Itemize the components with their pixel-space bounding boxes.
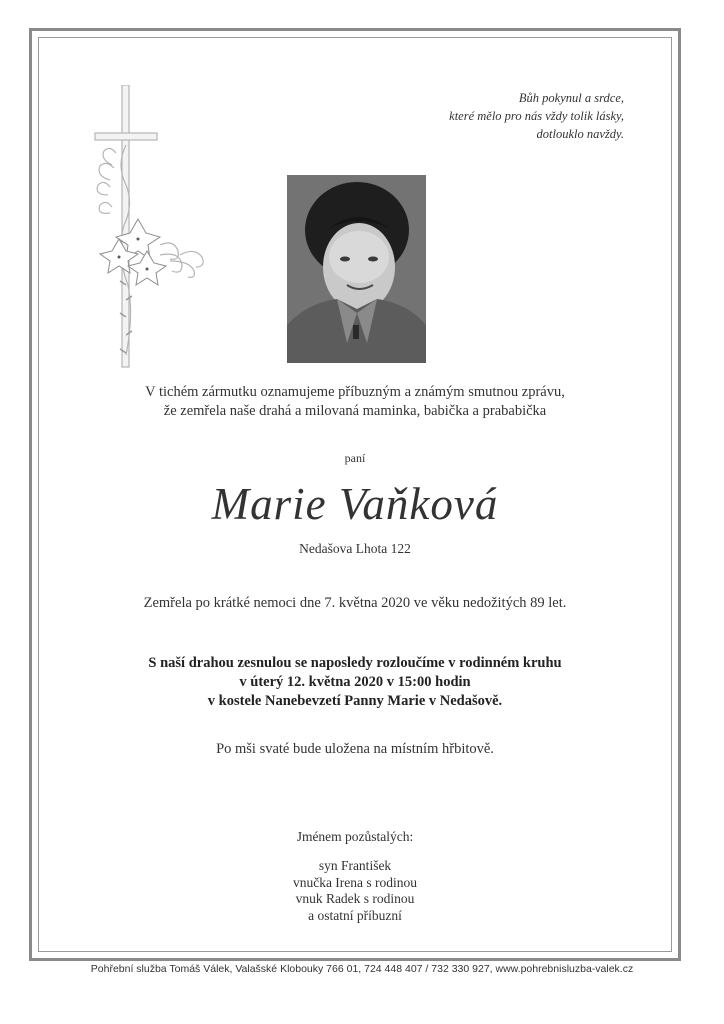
funeral-ceremony: [38, 654, 672, 711]
survivor-item: vnuk Radek s rodinou: [295, 891, 415, 906]
ceremony-line-1: S naší drahou zesnulou se naposledy rozloučíme v rodinném kruhu: [148, 655, 562, 671]
survivor-item: a ostatní příbuzní: [308, 907, 402, 923]
motto-line: dotlouklo navždy.: [536, 127, 624, 141]
title-word: paní: [344, 451, 366, 465]
address: Nedašova Lhota 122: [299, 541, 411, 556]
portrait-photo: [287, 175, 426, 363]
intro-line-2: že zemřela naše drahá a milovaná maminka, babička a prababička: [163, 403, 547, 419]
intro-line-1: V tichém zármutku oznamujeme příbuzným a známým smutnou zprávu,: [145, 384, 565, 400]
motto-line: Bůh pokynul a srdce,: [518, 91, 624, 105]
funeral-service-footer: Pohřební služba Tomáš Válek, Valašské Klobouky 766 01, 724 448 407 / 732 330 927, www.pohrebnisluzba-valek.cz: [90, 963, 634, 975]
deceased-name: Marie Vaňková: [211, 479, 499, 529]
survivor-item: syn František: [318, 858, 392, 873]
survivors-heading: Jménem pozůstalých:: [296, 829, 414, 844]
motto-verse: [384, 89, 624, 143]
burial-notice: Po mši svaté bude uložena na místním hřbitově.: [216, 741, 494, 757]
ceremony-line-3: v kostele Nanebevzetí Panny Marie v Nedašově.: [207, 693, 503, 709]
announcement-intro: [38, 383, 672, 421]
motto-line: které mělo pro nás vždy tolik lásky,: [449, 109, 624, 123]
survivors-list: [38, 858, 672, 924]
cross-with-lilies-icon: [90, 85, 220, 375]
survivor-item: vnučka Irena s rodinou: [292, 874, 418, 890]
ceremony-line-2: v úterý 12. května 2020 v 15:00 hodin: [239, 674, 471, 690]
death-notice: Zemřela po krátké nemoci dne 7. května 2020 ve věku nedožitých 89 let.: [143, 595, 567, 611]
